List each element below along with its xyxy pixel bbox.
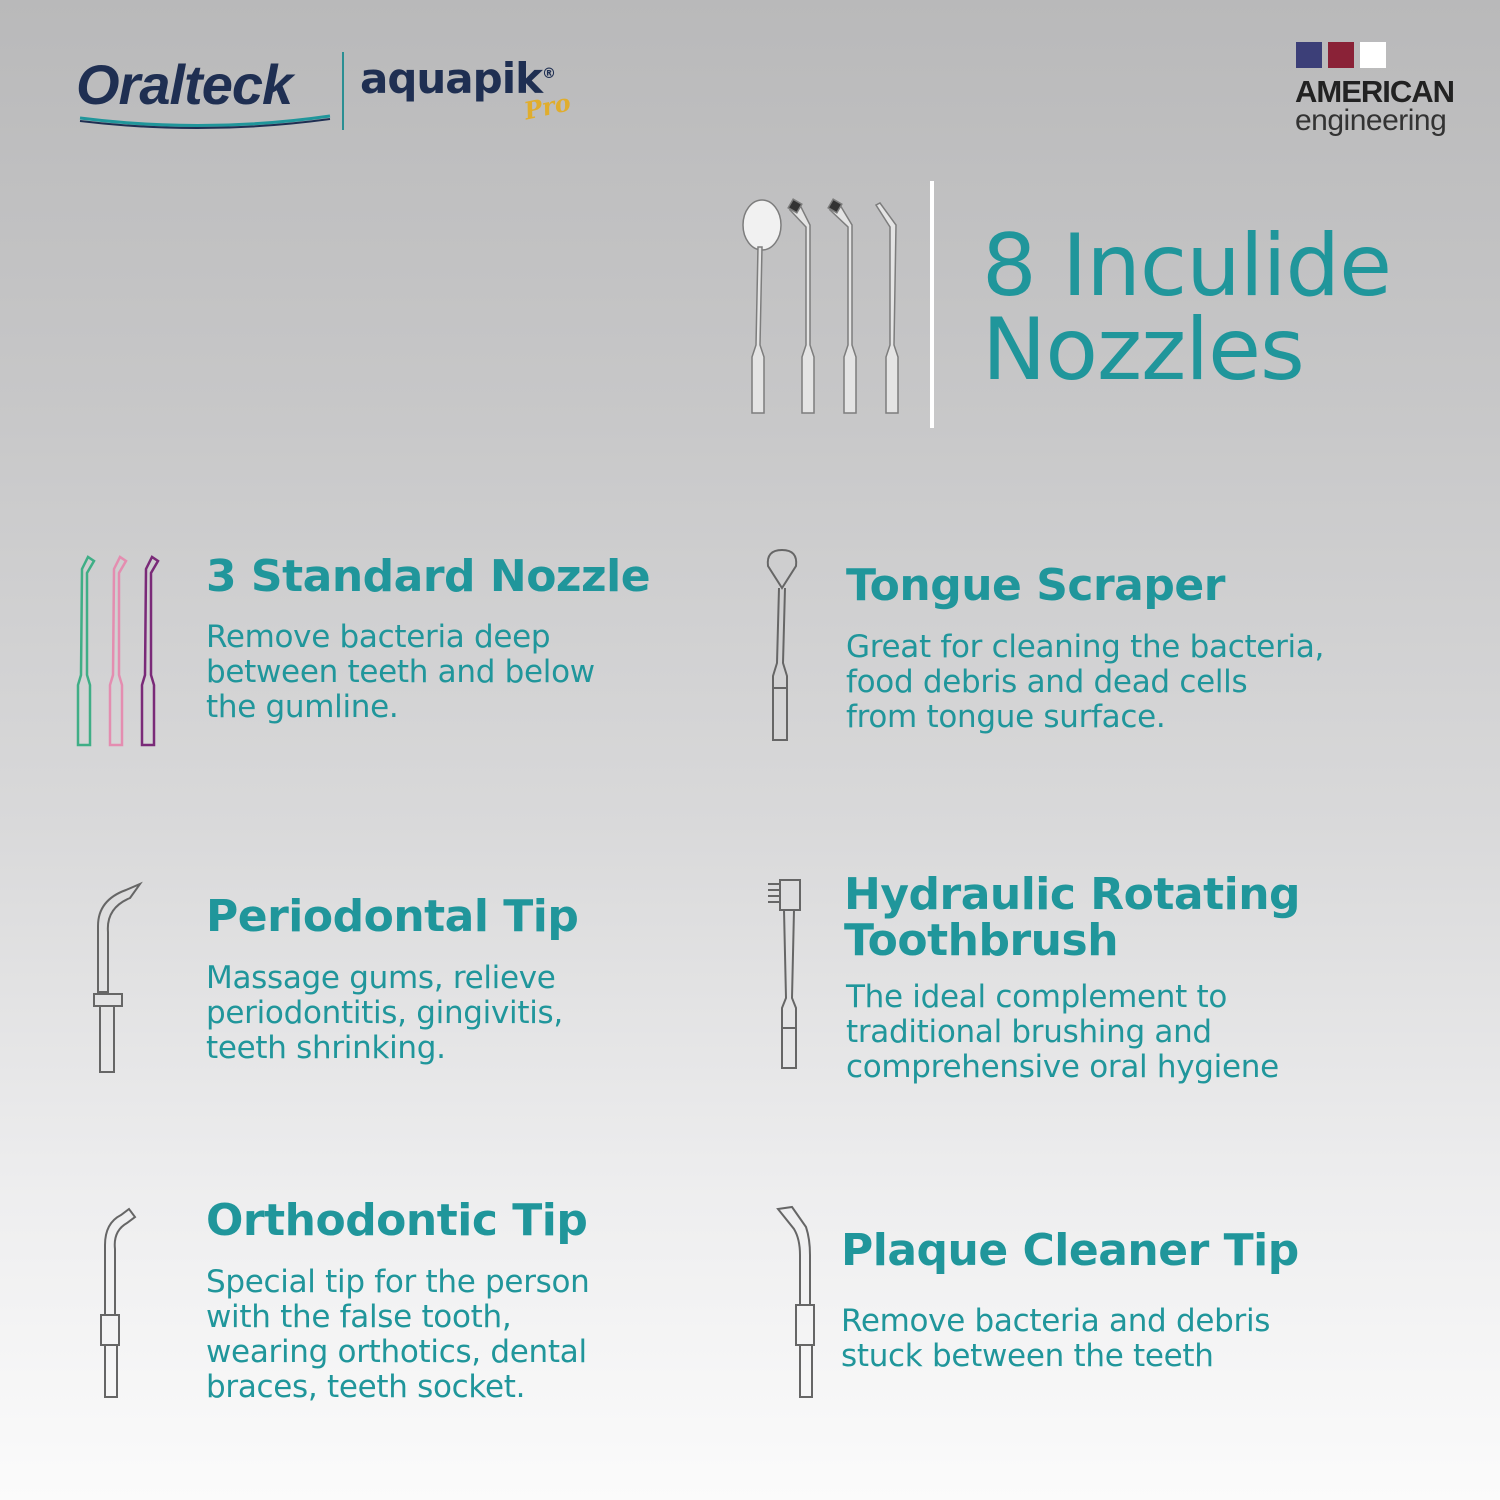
feature-title-plaque-cleaner-tip: Plaque Cleaner Tip xyxy=(841,1225,1299,1276)
hero-title: 8 Inculide Nozzles xyxy=(982,216,1391,400)
feature-desc-plaque-cleaner-tip: Remove bacteria and debris stuck between the teeth xyxy=(841,1303,1271,1374)
rotating-toothbrush-icon xyxy=(764,878,814,1073)
feature-title-orthodontic-tip: Orthodontic Tip xyxy=(206,1195,588,1246)
nozzles-group-icon xyxy=(730,195,910,420)
feature-desc-standard-nozzle: Remove bacteria deep between teeth and below the gumline. xyxy=(206,619,595,725)
logo-swoosh-icon xyxy=(80,112,330,132)
feature-title-tongue-scraper: Tongue Scraper xyxy=(846,560,1225,611)
oralteck-logo: Oralteck xyxy=(76,53,293,116)
feature-desc-periodontal-tip: Massage gums, relieve periodontitis, gingivitis, teeth shrinking. xyxy=(206,960,563,1066)
plaque-cleaner-tip-icon xyxy=(776,1205,826,1400)
periodontal-tip-icon xyxy=(90,882,150,1077)
flag-white-square xyxy=(1360,42,1386,68)
feature-title-standard-nozzle: 3 Standard Nozzle xyxy=(206,551,651,602)
american-engineering-bottom: engineering xyxy=(1295,104,1447,137)
feature-desc-orthodontic-tip: Special tip for the person with the false tooth, wearing orthotics, dental braces, teeth socket. xyxy=(206,1264,590,1405)
feature-title-rotating-toothbrush: Hydraulic Rotating Toothbrush xyxy=(844,869,1301,966)
aquapik-logo: aquapik® xyxy=(360,54,556,103)
american-engineering-top: AMERICAN xyxy=(1295,74,1455,109)
tongue-scraper-icon xyxy=(760,548,810,748)
standard-nozzles-icon xyxy=(72,555,172,750)
logo-divider xyxy=(342,52,344,130)
feature-title-periodontal-tip: Periodontal Tip xyxy=(206,891,579,942)
aquapik-pro-mark: Pro xyxy=(521,87,574,126)
orthodontic-tip-icon xyxy=(95,1205,145,1400)
flag-blue-square xyxy=(1296,42,1322,68)
hero-divider xyxy=(930,181,934,428)
feature-desc-rotating-toothbrush: The ideal complement to traditional brushing and comprehensive oral hygiene xyxy=(846,979,1279,1085)
feature-desc-tongue-scraper: Great for cleaning the bacteria, food debris and dead cells from tongue surface. xyxy=(846,629,1325,735)
flag-red-square xyxy=(1328,42,1354,68)
